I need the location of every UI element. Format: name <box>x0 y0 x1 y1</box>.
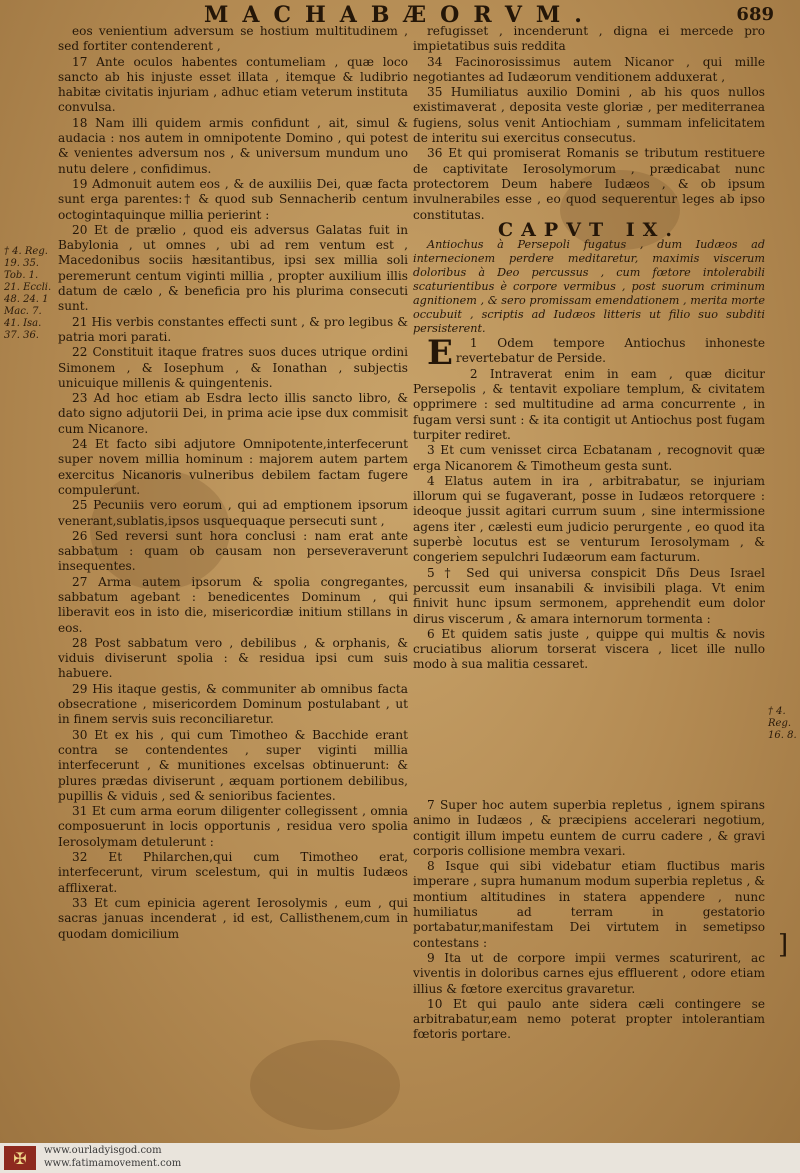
margin-note-right: † 4. Reg. 16. 8. <box>768 706 797 741</box>
running-title: MACHABÆORVM. <box>204 2 596 28</box>
verse: 20 Et de prælio , quod eis adversus Galatas fuit in Babylonia , ut omnes , ubi ad rem ventum est , Macedonibus sociis hæsitantibus, ipsi sex millia soli peremerunt centum viginti millia , propter auxilium illis datum de cælo , & beneficia pro his plurima consecuti sunt. <box>58 222 408 314</box>
right-column-lower <box>413 798 765 1142</box>
chapter-summary: Antiochus à Persepoli fugatus , dum Iudæos ad internecionem perdere meditaretur, maximis viscerum doloribus à Deo percussus , cum fœtore intolerabili scaturientibus è corpore vermibus , post suorum criminum agnitionem , & sero promissam emendationem , merita morte occubuit , scriptis ad Iudæos litteris ut filio suo subditi persisterent. <box>413 238 765 336</box>
verse: 24 Et facto sibi adjutore Omnipotente,interfecerunt super novem millia hominum : majorem autem partem exercitus Nicanoris vulneribus debilem factam fugere compulerunt. <box>58 437 408 497</box>
verse: 6 Et quidem satis juste , quippe qui multis & novis cruciatibus aliorum torserat viscera , licet ille nullo modo à sua malitia cessaret. <box>413 626 765 672</box>
verse: 21 His verbis constantes effecti sunt , & pro legibus & patria mori parati. <box>58 314 408 344</box>
verse: 28 Post sabbatum vero , debilibus , & orphanis, & viduis diviserunt spolia : & residua ipsi cum suis habuere. <box>58 635 408 681</box>
verse <box>413 333 765 374</box>
verse: 8 Isque qui sibi videbatur etiam fluctibus maris imperare , supra humanum modum superbia repletus , & montium altitudines in statera appendere , nunc humiliatus ad terram in gestatorio portabatur,manifestam Dei virtutem in semetipso contestans : <box>413 859 765 950</box>
verse: 23 Ad hoc etiam ab Esdra lecto illis sancto libro, & dato signo adjutorii Dei, in prima acie ipse dux commisit cum Nicanore. <box>58 391 408 436</box>
left-column <box>58 24 408 1142</box>
verse: 18 Nam illi quidem armis confidunt , ait, simul & audacia : nos autem in omnipotente Domino , qui potest & venientes adversum nos , & universum mundum uno nutu delere , confidimus. <box>58 115 408 176</box>
verse: 26 Sed reversi sunt hora conclusi : nam erat ante sabbatum : quam ob causam non perseveraverunt insequentes. <box>58 528 408 574</box>
verse: 27 Arma autem ipsorum & spolia congregantes, sabbatum agebant : benedicentes Dominum , qui liberavit eos in isto die, misericordiæ initium stillans in eos. <box>58 574 408 635</box>
chapter-heading: CAPVT IX. <box>498 218 680 241</box>
verse: 10 Et qui paulo ante sidera cæli contingere se arbitrabatur,eam nemo poterat propter intolerantiam fœtoris portare. <box>413 996 765 1042</box>
verse: 5 † Sed qui universa conspicit Dñs Deus Israel percussit eum insanabili & invisibili plaga. Vt enim finivit hunc ipsum sermonem, apprehendit eum dolor dirus viscerum , & amara internorum tormenta : <box>413 565 765 626</box>
verse: 33 Et cum epinicia agerent Ierosolymis , eum , qui sacras januas incenderat , id est, Callisthenem,cum in quodam domicilium <box>58 895 408 941</box>
verse: 7 Super hoc autem superbia repletus , ignem spirans animo in Iudæos , & præcipiens accelerari negotium, contigit illum impetu euntem de curru cadere , & gravi corporis collisione membra vexari. <box>413 798 765 858</box>
verse: 25 Pecuniis vero eorum , qui ad emptionem ipsorum venerant,sublatis,ipsos usquequaque persecuti sunt , <box>58 498 408 528</box>
verse: 35 Humiliatus auxilio Domini , ab his quos nullos existimaverat , deposita veste gloriæ , per mediterranea fugiens, solus venit Antiochiam , summam infelicitatem de interitu sui exercitus consecutus. <box>413 85 765 146</box>
right-column <box>413 24 765 794</box>
verse: 31 Et cum arma eorum diligenter collegissent , omnia composuerunt in locis opportunis , residua vero spolia Ierosolymam detulerunt : <box>58 804 408 849</box>
verse: 3 Et cum venisset circa Ecbatanam , recognovit quæ erga Nicanorem & Timotheum gesta sunt. <box>413 443 765 473</box>
page-number: 689 <box>736 4 774 25</box>
verse: 36 Et qui promiserat Romanis se tributum restituere de captivitate Ierosolymorum , prædicabat nunc protectorem Deum habere Iudæos , & ob ipsum invulnerabiles esse , eo quod sequerentur leges ab ipso constitutas. <box>413 146 765 222</box>
margin-bracket-mark: ] <box>778 930 789 960</box>
website-footer <box>0 1143 800 1173</box>
verse: 2 Intraverat enim in eam , quæ dicitur Persepolis , & tentavit expoliare templum, & civitatem opprimere : sed multitudine ad arma concurrente , in fugam versi sunt : & ita contigit ut Antiochus post fugam turpiter rediret. <box>413 366 765 442</box>
cross-logo-icon: ✠ <box>4 1146 36 1170</box>
footer-link-fatimamovement[interactable]: www.fatimamovement.com <box>44 1158 182 1169</box>
verse: 30 Et ex his , qui cum Timotheo & Bacchide erant contra se contendentes , super viginti millia interfecerunt , & munitiones excelsas obtinuerunt: & plures prædas diviserunt , æquam portionem debilibus, pupillis & viduis , sed & senioribus facientes. <box>58 727 408 803</box>
verse: 22 Constituit itaque fratres suos duces utrique ordini Simonem , & Iosephum , & Ionathan , subjectis unicuique millenis & quingentenis. <box>58 345 408 390</box>
verse: 19 Admonuit autem eos , & de auxiliis Dei, quæ facta sunt erga parentes:† & quod sub Sennacherib centum octogintaquinque millia perierint : <box>58 176 408 222</box>
verse: 17 Ante oculos habentes contumeliam , quæ loco sancto ab his injuste esset illata , itemque & ludibrio habitæ civitatis injuriam , adhuc etiam veterum instituta convulsa. <box>58 54 408 115</box>
verse: 9 Ita ut de corpore impii vermes scaturirent, ac viventis in doloribus carnes ejus effluerent , odore etiam illius & fœtore exercitus gravaretur. <box>413 950 765 996</box>
verse: 32 Et Philarchen,qui cum Timotheo erat, interfecerunt, virum scelestum, qui in multis Iudæos afflixerat. <box>58 850 408 895</box>
verse: 4 Elatus autem in ira , arbitrabatur, se injuriam illorum qui se fugaverant, posse in Iudæos retorquere : ideoque jussit agitari currum suum , sine intermissione agens iter , cælesti eum judicio perurgente , eo quod ita superbè locutus est se venturum Ierosolymam , & congeriem sepulchri Iudæorum eam facturum. <box>413 473 765 565</box>
margin-note-left: † 4. Reg. 19. 35. Tob. 1. 21. Eccli. 48. 24. 1 Mac. 7. 41. Isa. 37. 36. <box>4 246 52 341</box>
verse-text: 1 Odem tempore Antiochus inhoneste revertebatur de Perside. <box>455 336 765 366</box>
verse: 34 Facinorosissimus autem Nicanor , qui mille negotiantes ad Iudæorum venditionem adduxerat , <box>413 54 765 84</box>
footer-link-ourladyisgod[interactable]: www.ourladyisgod.com <box>44 1145 162 1156</box>
verse: eos venientium adversum se hostium multitudinem , sed fortiter contenderent , <box>58 24 408 54</box>
drop-cap: E <box>427 333 453 374</box>
verse: 29 His itaque gestis, & communiter ab omnibus facta obsecratione , misericordem Dominum postulabant , ut in finem servis suis reconciliaretur. <box>58 681 408 727</box>
verse: refugisset , incenderunt , digna ei mercede pro impietatibus suis reddita <box>413 24 765 54</box>
